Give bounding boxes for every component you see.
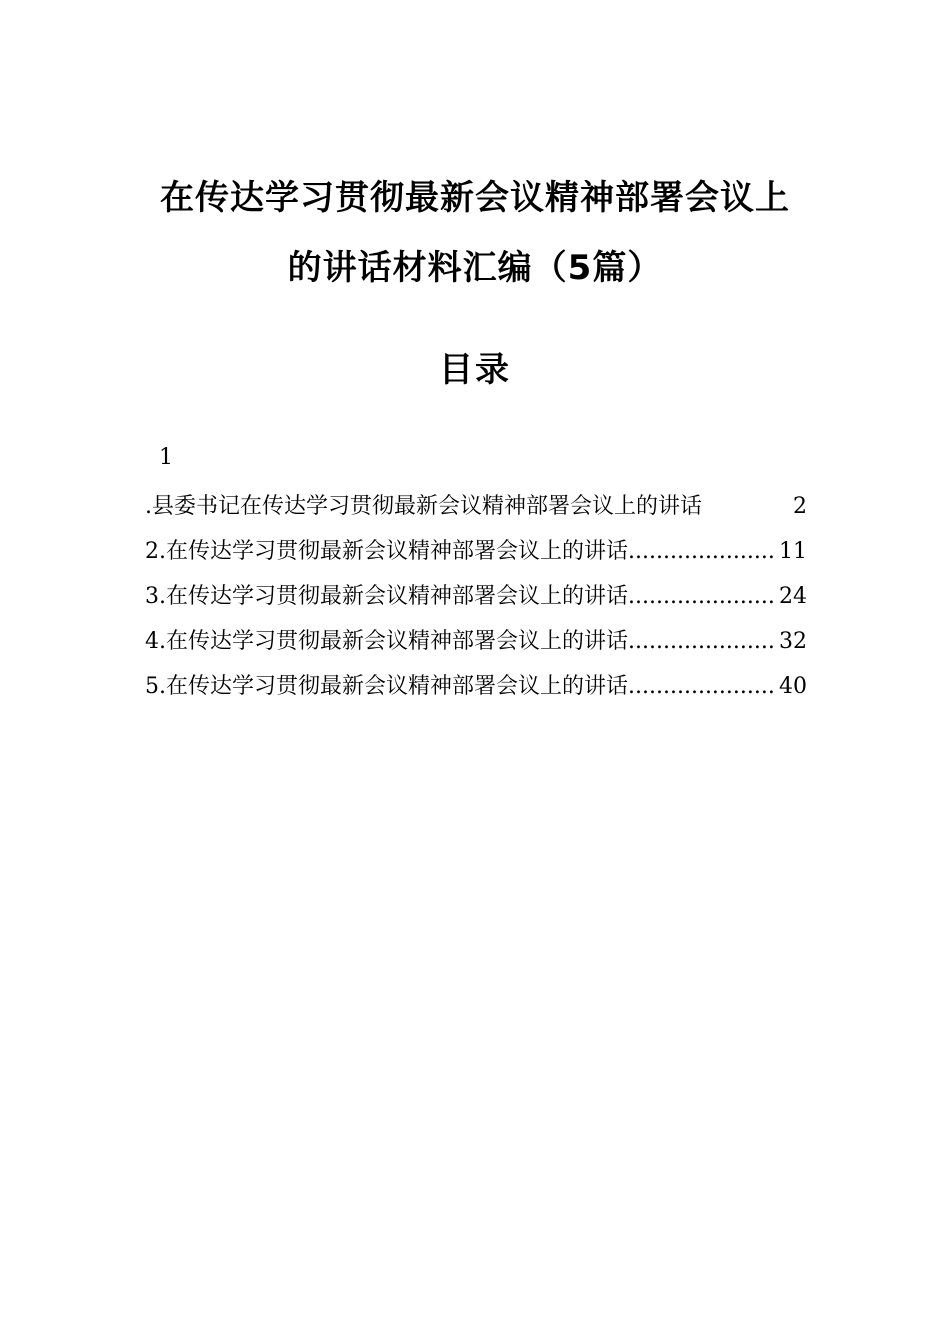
table-of-contents: [145, 440, 807, 709]
toc-entry-page: 40: [779, 674, 807, 699]
toc-leader-dots: [628, 619, 777, 664]
toc-entry-page: 32: [779, 629, 807, 654]
toc-entry-number: 2.: [145, 539, 166, 564]
toc-entry-number: 4.: [145, 629, 166, 654]
toc-entry-title: 在传达学习贯彻最新会议精神部署会议上的讲话: [166, 629, 629, 654]
toc-entry-4[interactable]: [145, 619, 807, 664]
toc-entry-number: .: [145, 494, 152, 519]
toc-leader-dots: [628, 574, 777, 619]
toc-entry-page: 2: [793, 494, 807, 519]
toc-entry-number: 5.: [145, 674, 166, 699]
toc-entry-number: 3.: [145, 584, 166, 609]
toc-entry-3[interactable]: [145, 574, 807, 619]
toc-leader-dots: [628, 664, 777, 709]
toc-leader-dots: [628, 529, 777, 574]
toc-entry-2[interactable]: [145, 529, 807, 574]
document-title-line-2: 的讲话材料汇编（5篇）: [287, 248, 663, 288]
toc-entry-title: 在传达学习贯彻最新会议精神部署会议上的讲话: [166, 584, 629, 609]
toc-entry-page: 11: [779, 539, 807, 564]
toc-entry-title: 在传达学习贯彻最新会议精神部署会议上的讲话: [166, 674, 629, 699]
document-title-line-1: 在传达学习贯彻最新会议精神部署会议上: [160, 178, 790, 218]
toc-entry-1[interactable]: [145, 484, 807, 529]
toc-entry-page: 24: [779, 584, 807, 609]
toc-entry-5[interactable]: [145, 664, 807, 709]
toc-entry-title: 在传达学习贯彻最新会议精神部署会议上的讲话: [166, 539, 629, 564]
toc-heading: 目录: [439, 350, 511, 390]
toc-entry-title: 县委书记在传达学习贯彻最新会议精神部署会议上的讲话: [152, 494, 703, 519]
toc-entry-1-number: 1: [159, 445, 173, 470]
